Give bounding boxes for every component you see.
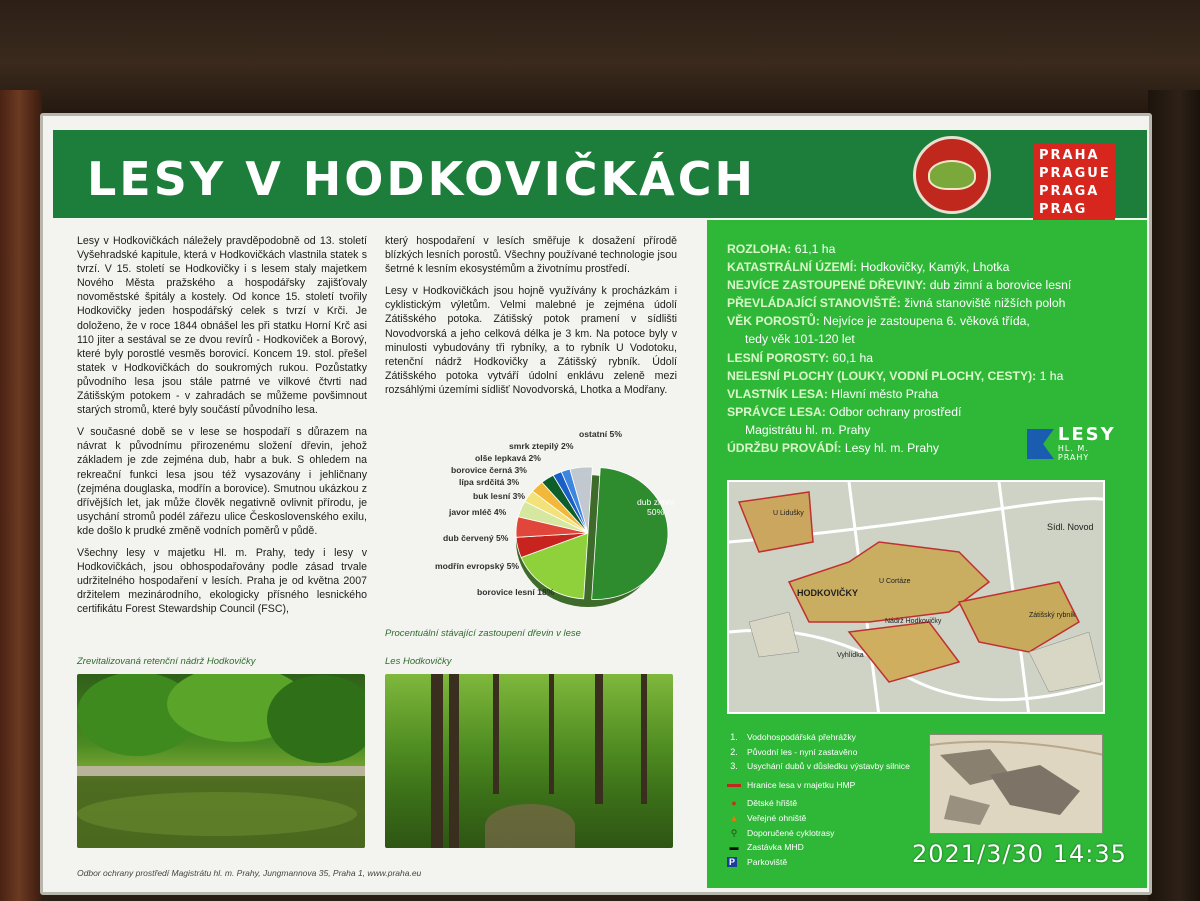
tree-trunk bbox=[431, 674, 443, 848]
fact-key: NELESNÍ PLOCHY (LOUKY, VODNÍ PLOCHY, CESTY): bbox=[727, 368, 1037, 383]
pie-label-borovice-lesni: borovice lesní 18% bbox=[477, 587, 555, 597]
legend-item bbox=[727, 745, 917, 760]
fact-value: 61,1 ha bbox=[794, 242, 836, 256]
certification-paragraph: Všechny lesy v majetku Hl. m. Prahy, tedy i lesy v Hodkovičkách, jsou obhospodařovány podle zásad trvale udržitelného hospodaření v lesích. Praha je od května 2007 držitelem mezinárodního, ekologicky přísného lesnického certifikátu Forest Stewardship Council (FSC), bbox=[77, 546, 367, 616]
forest-photo-caption: Les Hodkovičky bbox=[385, 656, 452, 667]
lesy-logo-icon bbox=[1027, 429, 1054, 459]
lesy-logo-big: LESY bbox=[1057, 424, 1116, 445]
pie-chart-caption: Procentuální stávající zastoupení dřevin v lese bbox=[385, 628, 581, 639]
pie-label-ostatni: ostatní 5% bbox=[579, 429, 622, 439]
fact-key: LESNÍ POROSTY: bbox=[727, 350, 830, 365]
fact-lesni bbox=[727, 349, 1137, 367]
recreation-paragraph: Lesy v Hodkovičkách jsou hojně využívány k procházkám i cyklistickým výletům. Velmi malebné je zejména údolí Zátišského potoka. Zátišský potok pramení v sídlišti Novodvorská a jeho celková délka je 3 km. Na potoce byly v minulosti vybudovány tři rybníky, a to rybník U Vodotoku, retenční nádrž Hodkovičky a Zátišský rybník. Údolí Zátišského potoka vytváří údolní enklávu zeleně mezi rozsáhlými územími sídlišť Novodvorská, Lhotka a Modřany. bbox=[385, 285, 677, 396]
footer-credit: Odbor ochrany prostředí Magistrátu hl. m. Prahy, Jungmannova 35, Praha 1, www.praha.eu bbox=[77, 868, 422, 878]
fact-spravce-continued: Magistrátu hl. m. Prahy bbox=[745, 422, 871, 437]
pie-label-javor: javor mléč 4% bbox=[449, 507, 507, 517]
bicycle-icon: ⚲ bbox=[730, 827, 738, 838]
forest-path bbox=[485, 804, 575, 848]
wooden-frame-top bbox=[0, 0, 1200, 115]
map-label-sidl: Sídl. Novod bbox=[1047, 522, 1094, 532]
tree-trunk bbox=[549, 674, 554, 794]
legend-text: Dětské hřiště bbox=[747, 798, 798, 809]
pie-label-modrin: modřín evropský 5% bbox=[435, 561, 520, 571]
pie-label-dub-zimni-pct: 50% bbox=[647, 507, 665, 517]
legend-item bbox=[727, 778, 917, 793]
pie-label-borovice-cerna: borovice černá 3% bbox=[451, 465, 527, 475]
fact-value: Hlavní město Praha bbox=[831, 386, 939, 401]
playground-icon: ● bbox=[731, 798, 737, 809]
tree-trunk bbox=[449, 674, 459, 848]
fact-vek-continued: tedy věk 101-120 let bbox=[745, 332, 855, 347]
legend-text: Vodohospodářská přehrážky bbox=[747, 732, 856, 742]
pie-label-dub-zimni bbox=[637, 497, 674, 517]
legend-item bbox=[727, 826, 917, 841]
boundary-line-icon bbox=[727, 780, 741, 790]
fact-value: živná stanoviště nižších poloh bbox=[904, 296, 1066, 311]
fireplace-icon: ▲ bbox=[729, 812, 739, 823]
history-paragraph: Lesy v Hodkovičkách náležely pravděpodobně od 13. století Vyšehradské kapitule, která v Hodkovičkách vlastnila statek s tvrzí. V 15. století se Hodkovičky i s lesem staly majetkem Nového Města pražského a hospodářsky zajišťovaly novoměstské špitály a kostely. Od konce 15. století tvořily Hodkovičky jeden hospodářský celek s tvrzí v Krči. Je doloženo, že v roce 1844 obnášel les při statku Horní Krč asi 110 jiter a sestával se ze dvou revírů - Hodkoviček a Borový, které byly porostlé vesměs borovicí. Koncem 19. stol. přešel statek v Hodkovičkách do soukromých rukou. Pozůstatky původního lesa jsou stále patrné ve vilkové čtvrti nad Zátišským potokem - v zahradách se můžeme povšimnout starých stromů, které byly součástí původního lesa. bbox=[77, 235, 367, 417]
fact-stanoviste bbox=[727, 294, 1137, 312]
wooden-post-left bbox=[0, 90, 42, 901]
legend-text: Původní les - nyní zastavěno bbox=[747, 746, 858, 757]
pie-label-olse: olše lepkavá 2% bbox=[475, 453, 541, 463]
board-title: LESY V HODKOVIČKÁCH bbox=[87, 152, 757, 206]
fact-vlastnik bbox=[727, 385, 1137, 403]
pecujeme-emblem-icon bbox=[928, 160, 976, 190]
map-label-zatisky: Zátišský rybník bbox=[1029, 612, 1076, 619]
pie-slice-dub-zimní bbox=[592, 468, 668, 600]
map-label-vyhlidka: Vyhlídka bbox=[837, 652, 864, 659]
legend-item bbox=[727, 855, 917, 870]
legend-symbol: 3. bbox=[730, 761, 738, 772]
pie-label-buk: buk lesní 3% bbox=[473, 491, 526, 501]
legend-text: Parkoviště bbox=[747, 856, 788, 867]
pie-label-lipa: lípa srdčitá 3% bbox=[459, 477, 520, 487]
map-label-hodkovicky: HODKOVIČKY bbox=[797, 588, 859, 598]
recreation-text-column bbox=[385, 234, 677, 405]
pecujeme-logo bbox=[913, 136, 991, 214]
fact-vek bbox=[727, 312, 1137, 330]
legend-item bbox=[727, 730, 917, 745]
lesy-hl-m-prahy-logo bbox=[1027, 424, 1117, 464]
fact-value: Hodkovičky, Kamýk, Lhotka bbox=[860, 260, 1010, 275]
map-label-cortaze: U Cortáze bbox=[879, 578, 911, 585]
pie-label-dub-cerveny: dub červený 5% bbox=[443, 533, 509, 543]
praha-logo-line: PRAGA bbox=[1039, 184, 1100, 199]
fact-key: PŘEVLÁDAJÍCÍ STANOVIŠTĚ: bbox=[727, 296, 901, 311]
fact-value: 60,1 ha bbox=[832, 350, 874, 365]
parking-icon: P bbox=[728, 856, 735, 867]
pie-label-smrk: smrk ztepilý 2% bbox=[509, 441, 574, 451]
fact-spravce bbox=[727, 403, 1137, 421]
praha-logo-line: PRAGUE bbox=[1039, 166, 1111, 181]
legend-symbol: 2. bbox=[730, 746, 738, 757]
forest-map bbox=[727, 480, 1105, 714]
legend-item bbox=[727, 811, 917, 826]
legend-item bbox=[727, 759, 917, 774]
lesy-logo-small: HL. M. PRAHY bbox=[1057, 444, 1090, 462]
management-paragraph: V současné době se v lese se hospodaří s důrazem na návrat k původnímu přirozenému složení dřevin, jehož základem je zde zejména dub, habr a buk. S ohledem na rekreační funkci lesa jsou též vysazovány i jehličnany (zejména douglaska, modřín a borovice). Smutnou ukázkou z dřívějších let, jak může člověk negativně ovlivnit přírodu, je usychání stromů podél zářezu ulice Československého exilu, kde došlo k prudké změně vodních poměrů v půdě. bbox=[77, 426, 367, 537]
fact-key: ÚDRŽBU PROVÁDÍ: bbox=[727, 441, 842, 456]
map-legend bbox=[727, 730, 917, 869]
fact-value: dub zimní a borovice lesní bbox=[929, 278, 1072, 293]
forest-photo bbox=[385, 674, 673, 848]
legend-text: Usychání dubů v důsledku výstavby silnice bbox=[747, 761, 910, 772]
praha-logo-line: PRAHA bbox=[1039, 148, 1100, 163]
fact-key: VĚK POROSTŮ: bbox=[727, 314, 820, 329]
fact-key: VLASTNÍK LESA: bbox=[727, 386, 828, 401]
fact-katastr bbox=[727, 258, 1137, 276]
fsc-paragraph: který hospodaření v lesích směřuje k dosažení přírodě blízkých lesních porostů. Všechny používané technologie jsou šetrné k lesním ekosystémům a životnímu prostředí. bbox=[385, 235, 677, 276]
information-board bbox=[40, 113, 1152, 895]
history-text-column bbox=[77, 234, 367, 624]
legend-item bbox=[727, 796, 917, 811]
pond-photo-caption: Zrevitalizovaná retenční nádrž Hodkovičky bbox=[77, 656, 256, 667]
bus-stop-icon: ▬ bbox=[729, 842, 739, 853]
pie-label-dub-zimni-name: dub zimní bbox=[637, 497, 675, 507]
tree-trunk bbox=[641, 674, 647, 804]
legend-text: Zastávka MHD bbox=[747, 842, 804, 853]
pond-photo-art bbox=[77, 674, 365, 848]
fact-key: ROZLOHA: bbox=[727, 242, 792, 256]
legend-text: Veřejné ohniště bbox=[747, 812, 807, 823]
praha-logo bbox=[1033, 144, 1115, 222]
pond-photo bbox=[77, 674, 365, 848]
fact-nelesni bbox=[727, 367, 1137, 385]
photo-timestamp: 2021/3/30 14:35 bbox=[912, 840, 1127, 868]
legend-text: Hranice lesa v majetku HMP bbox=[747, 779, 856, 790]
fact-rozloha bbox=[727, 240, 1137, 258]
tree-trunk bbox=[595, 674, 603, 804]
fact-key: NEJVÍCE ZASTOUPENÉ DŘEVINY: bbox=[727, 278, 927, 293]
legend-item bbox=[727, 840, 917, 855]
tree-species-pie-chart bbox=[393, 429, 683, 621]
fact-value: Lesy hl. m. Prahy bbox=[844, 441, 939, 456]
historical-mini-map bbox=[929, 734, 1103, 834]
fact-key: SPRÁVCE LESA: bbox=[727, 404, 826, 419]
fact-value: 1 ha bbox=[1039, 368, 1064, 383]
fact-value: Nejvíce je zastoupena 6. věková třída, bbox=[823, 314, 1030, 329]
fact-value: Odbor ochrany prostředí bbox=[829, 404, 962, 419]
mini-map-art bbox=[930, 735, 1103, 834]
fact-key: KATASTRÁLNÍ ÚZEMÍ: bbox=[727, 260, 858, 275]
praha-logo-line: PRAG bbox=[1039, 202, 1088, 217]
lesy-logo-text bbox=[1058, 426, 1117, 462]
tree-trunk bbox=[493, 674, 499, 794]
legend-symbol: 1. bbox=[730, 732, 738, 742]
legend-text: Doporučené cyklotrasy bbox=[747, 827, 835, 838]
map-label-nadrz: Nádrž Hodkovičky bbox=[885, 618, 942, 625]
wooden-post-right bbox=[1148, 90, 1200, 901]
fact-dreviny bbox=[727, 276, 1137, 294]
map-label-lidusky: U Lidušky bbox=[773, 510, 804, 517]
